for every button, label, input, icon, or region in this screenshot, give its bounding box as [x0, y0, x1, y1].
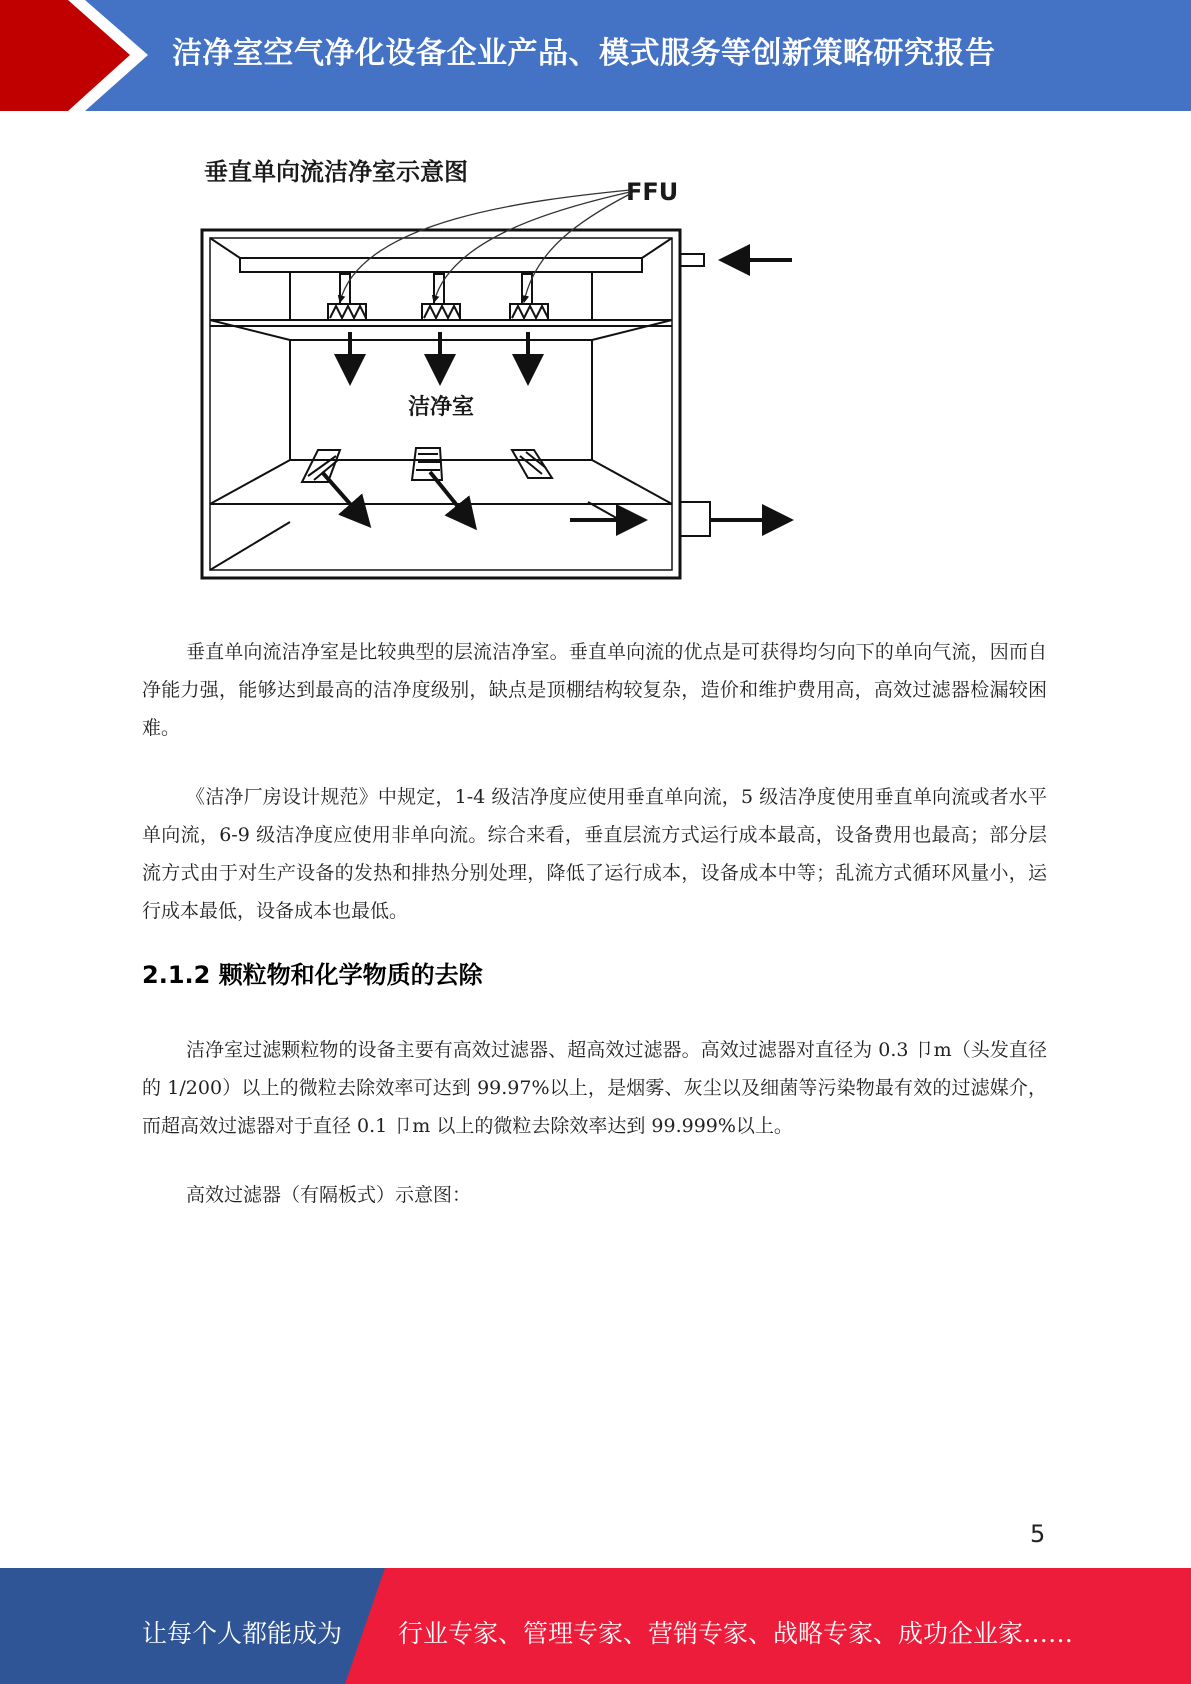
paragraph-filter-devices: 洁净室过滤颗粒物的设备主要有高效过滤器、超高效过滤器。高效过滤器对直径为 0.3 卩m（头发直径的 1/200）以上的微粒去除效率可达到 99.97%以上，是烟雾、灰尘以及细菌等污染物最有效的过滤媒介，而超高效过滤器对于直径 0.1 卩m 以上的微粒去除效率达到 99.999%以上。 [142, 1039, 1047, 1137]
footer-slogan-right: 行业专家、管理专家、营销专家、战略专家、成功企业家…… [398, 1619, 1074, 1648]
paragraph-filter-diagram-caption: 高效过滤器（有隔板式）示意图： [186, 1184, 472, 1206]
footer-slogan-left: 让每个人都能成为 [142, 1619, 343, 1648]
diagram-title: 垂直单向流洁净室示意图 [204, 158, 468, 186]
section-heading: 2.1.2 颗粒物和化学物质的去除 [142, 961, 483, 989]
paragraph-vertical-flow: 垂直单向流洁净室是比较典型的层流洁净室。垂直单向流的优点是可获得均匀向下的单向气流，因而自净能力强，能够达到最高的洁净度级别，缺点是顶棚结构较复杂，造价和维护费用高，高效过滤器检漏较困难。 [142, 641, 1047, 739]
page-header [0, 0, 1191, 111]
report-title: 洁净室空气净化设备企业产品、模式服务等创新策略研究报告 [172, 36, 996, 71]
ffu-label: FFU [626, 178, 679, 206]
page-number: 5 [1030, 1520, 1046, 1548]
page-footer [0, 1568, 1191, 1684]
paragraph-design-code: 《洁净厂房设计规范》中规定，1-4 级洁净度应使用垂直单向流，5 级洁净度使用垂直单向流或者水平单向流，6-9 级洁净度应使用非单向流。综合来看，垂直层流方式运行成本最高，设备费用也最高；部分层流方式由于对生产设备的发热和排热分别处理，降低了运行成本，设备成本中等；乱流方式循环风量小，运行成本最低，设备成本也最低。 [142, 786, 1047, 922]
cleanroom-schematic [190, 150, 810, 590]
room-label: 洁净室 [408, 395, 475, 420]
vertical-laminar-flow-diagram [190, 150, 810, 590]
